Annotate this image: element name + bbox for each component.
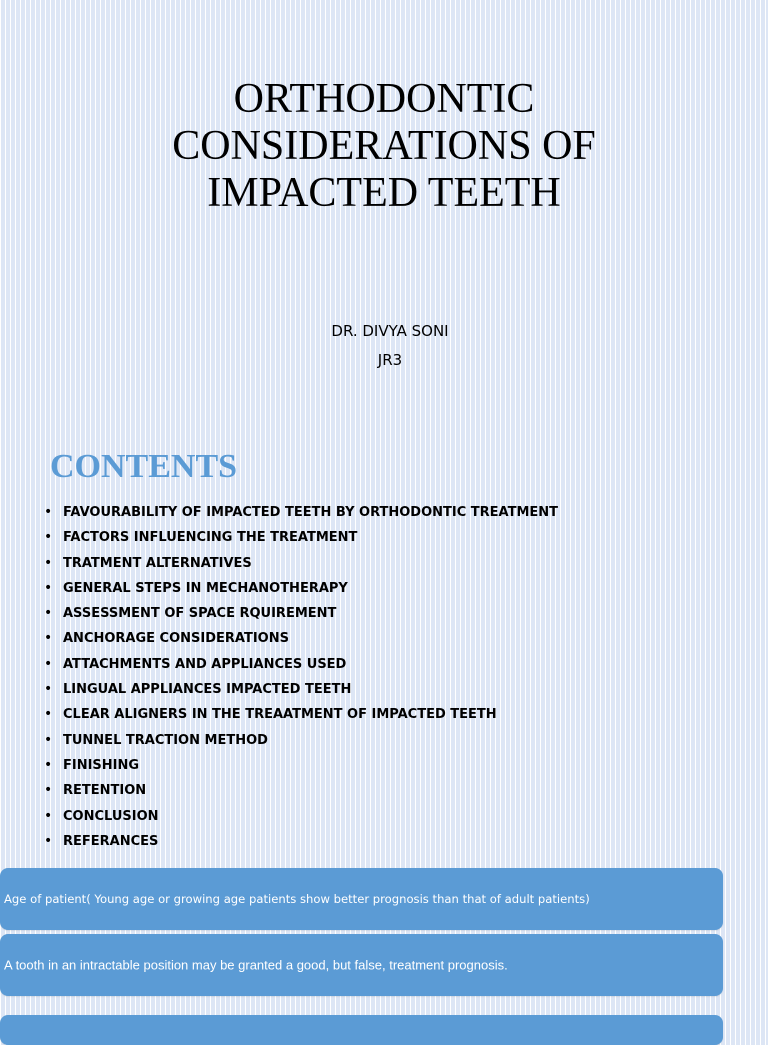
bullet-icon: • <box>44 807 53 824</box>
bullet-icon: • <box>44 605 53 622</box>
list-item-label: ATTACHMENTS AND APPLIANCES USED <box>63 656 347 672</box>
list-item-label: TRATMENT ALTERNATIVES <box>63 555 252 571</box>
list-item-label: FACTORS INFLUENCING THE TREATMENT <box>63 530 358 546</box>
list-item-label: CONCLUSION <box>63 808 159 824</box>
bullet-icon: • <box>44 630 53 647</box>
list-item-label: REFERANCES <box>63 833 159 849</box>
presenter-name: DR. DIVYA SONI <box>331 322 449 340</box>
title-line: ORTHODONTIC <box>233 76 535 122</box>
list-item <box>44 554 558 579</box>
bullet-icon: • <box>44 706 53 723</box>
bullet-icon: • <box>44 529 53 546</box>
bullet-icon: • <box>44 832 53 849</box>
list-item <box>44 705 558 730</box>
list-item <box>44 579 558 604</box>
presenter-role: JR3 <box>377 351 403 369</box>
list-item-label: ANCHORAGE CONSIDERATIONS <box>63 631 289 647</box>
list-item-label: FAVOURABILITY OF IMPACTED TEETH BY ORTHODONTIC TREATMENT <box>63 505 559 520</box>
list-item <box>44 731 558 756</box>
list-item <box>44 655 558 680</box>
factor-text: A tooth in an intractable position may be granted a good, but false, treatment prognosis. <box>4 957 508 973</box>
bullet-icon: • <box>44 731 53 748</box>
factor-box <box>0 868 723 930</box>
list-item <box>44 832 558 857</box>
bullet-icon: • <box>44 782 53 799</box>
bullet-icon: • <box>44 681 53 698</box>
title-slide <box>0 0 768 430</box>
list-item-label: RETENTION <box>63 783 147 799</box>
list-item-label: GENERAL STEPS IN MECHANOTHERAPY <box>63 580 348 596</box>
bullet-icon: • <box>44 579 53 596</box>
title-line: IMPACTED TEETH <box>207 170 561 216</box>
bullet-icon: • <box>44 756 53 773</box>
list-item <box>44 781 558 806</box>
list-item-label: LINGUAL APPLIANCES IMPACTED TEETH <box>63 682 352 698</box>
bullet-icon: • <box>44 504 53 520</box>
list-item <box>44 756 558 781</box>
bullet-icon: • <box>44 655 53 672</box>
list-item-label: ASSESSMENT OF SPACE RQUIREMENT <box>63 606 337 622</box>
list-item-label: FINISHING <box>63 757 140 773</box>
factor-box <box>0 1015 723 1045</box>
list-item <box>44 807 558 832</box>
list-item-label: TUNNEL TRACTION METHOD <box>63 732 268 748</box>
contents-heading: CONTENTS <box>50 448 238 485</box>
factor-text: Age of patient( Young age or growing age patients show better prognosis than that of adult patients) <box>4 892 590 906</box>
contents-list <box>44 503 558 857</box>
factor-box <box>0 934 723 996</box>
bullet-icon: • <box>44 554 53 571</box>
list-item-label: CLEAR ALIGNERS IN THE TREAATMENT OF IMPACTED TEETH <box>63 707 497 723</box>
list-item <box>44 680 558 705</box>
list-item <box>44 503 558 528</box>
list-item <box>44 528 558 553</box>
list-item <box>44 604 558 629</box>
slide-title <box>0 76 768 217</box>
title-line: CONSIDERATIONS OF <box>172 123 596 169</box>
list-item <box>44 629 558 654</box>
